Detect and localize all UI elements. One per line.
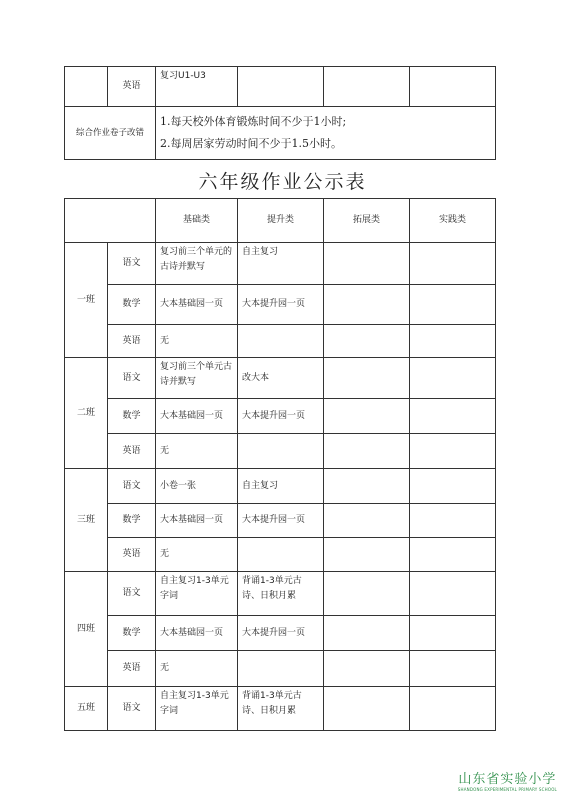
advanced-task: 大本提升园一页 <box>238 399 324 434</box>
header-advanced: 提升类 <box>238 199 324 243</box>
practice-task <box>410 538 496 572</box>
advanced-task: 大本提升园一页 <box>238 616 324 651</box>
practice-task <box>410 616 496 651</box>
note-1: 1.每天校外体育锻炼时间不少于1小时; <box>160 115 347 128</box>
class-name: 二班 <box>65 358 108 469</box>
extension-task <box>324 434 410 469</box>
extension-task <box>324 358 410 399</box>
basic-task: 自主复习1-3单元字词 <box>156 687 238 731</box>
extension-task <box>324 572 410 616</box>
subject: 语文 <box>108 469 156 504</box>
advanced-task: 大本提升园一页 <box>238 504 324 538</box>
extension-task <box>324 285 410 325</box>
top-cell-practice <box>410 67 496 107</box>
advanced-task <box>238 325 324 358</box>
advanced-task: 背诵1-3单元古诗、日积月累 <box>238 687 324 731</box>
subject: 英语 <box>108 325 156 358</box>
top-cell-extension <box>324 67 410 107</box>
basic-task: 小卷一张 <box>156 469 238 504</box>
table-row <box>65 358 496 399</box>
practice-task <box>410 687 496 731</box>
subject: 英语 <box>108 434 156 469</box>
basic-task: 复习前三个单元古诗并默写 <box>156 358 238 399</box>
extension-task <box>324 504 410 538</box>
practice-task <box>410 399 496 434</box>
basic-task: 无 <box>156 325 238 358</box>
subject: 数学 <box>108 504 156 538</box>
table-row <box>65 434 496 469</box>
advanced-task: 背诵1-3单元古诗、日积月累 <box>238 572 324 616</box>
practice-task <box>410 504 496 538</box>
subject: 数学 <box>108 285 156 325</box>
extension-task <box>324 651 410 687</box>
class-name: 五班 <box>65 687 108 731</box>
header-row <box>65 199 496 243</box>
logo-text-en: SHANDONG EXPERIMENTAL PRIMARY SCHOOL <box>457 787 557 792</box>
basic-task: 大本基础园一页 <box>156 504 238 538</box>
practice-task <box>410 285 496 325</box>
top-basic: 复习U1-U3 <box>156 67 238 107</box>
table-row <box>65 399 496 434</box>
extension-task <box>324 469 410 504</box>
top-cell-class <box>65 67 108 107</box>
basic-task: 无 <box>156 434 238 469</box>
class-name: 一班 <box>65 243 108 358</box>
table-row <box>65 651 496 687</box>
top-cell-advanced <box>238 67 324 107</box>
subject: 语文 <box>108 358 156 399</box>
basic-task: 复习前三个单元的古诗并默写 <box>156 243 238 285</box>
comprehensive-label: 综合作业卷子改错 <box>65 107 156 160</box>
basic-task: 大本基础园一页 <box>156 399 238 434</box>
extension-task <box>324 687 410 731</box>
header-extension: 拓展类 <box>324 199 410 243</box>
note-2: 2.每周居家劳动时间不少于1.5小时。 <box>160 137 342 150</box>
school-logo <box>458 768 557 792</box>
table-row <box>65 504 496 538</box>
practice-task <box>410 651 496 687</box>
table-row <box>65 687 496 731</box>
extension-task <box>324 538 410 572</box>
advanced-task: 自主复习 <box>238 469 324 504</box>
subject: 英语 <box>108 538 156 572</box>
advanced-task <box>238 538 324 572</box>
subject: 数学 <box>108 616 156 651</box>
page-title: 六年级作业公示表 <box>198 171 367 193</box>
practice-task <box>410 358 496 399</box>
table-row <box>65 616 496 651</box>
header-practice: 实践类 <box>410 199 496 243</box>
header-basic: 基础类 <box>156 199 238 243</box>
practice-task <box>410 469 496 504</box>
basic-task: 大本基础园一页 <box>156 285 238 325</box>
homework-table <box>64 198 496 731</box>
table-row <box>65 538 496 572</box>
advanced-task: 大本提升园一页 <box>238 285 324 325</box>
subject: 语文 <box>108 572 156 616</box>
basic-task: 自主复习1-3单元字词 <box>156 572 238 616</box>
header-blank <box>65 199 156 243</box>
basic-task: 无 <box>156 651 238 687</box>
extension-task <box>324 399 410 434</box>
notes-cell <box>156 107 496 160</box>
advanced-task <box>238 651 324 687</box>
subject: 英语 <box>108 651 156 687</box>
table-row <box>65 325 496 358</box>
advanced-task: 改大本 <box>238 358 324 399</box>
table-row <box>65 243 496 285</box>
table-row <box>65 285 496 325</box>
class-name: 四班 <box>65 572 108 687</box>
logo-text-cn: 山东省实验小学 <box>458 772 557 787</box>
extension-task <box>324 243 410 285</box>
top-table <box>64 66 496 160</box>
advanced-task: 自主复习 <box>238 243 324 285</box>
subject: 数学 <box>108 399 156 434</box>
subject: 语文 <box>108 687 156 731</box>
table-row <box>65 572 496 616</box>
table-row <box>65 469 496 504</box>
basic-task: 无 <box>156 538 238 572</box>
practice-task <box>410 434 496 469</box>
subject: 语文 <box>108 243 156 285</box>
practice-task <box>410 325 496 358</box>
practice-task <box>410 243 496 285</box>
class-name: 三班 <box>65 469 108 572</box>
top-subject: 英语 <box>108 67 156 107</box>
advanced-task <box>238 434 324 469</box>
practice-task <box>410 572 496 616</box>
basic-task: 大本基础园一页 <box>156 616 238 651</box>
extension-task <box>324 616 410 651</box>
extension-task <box>324 325 410 358</box>
